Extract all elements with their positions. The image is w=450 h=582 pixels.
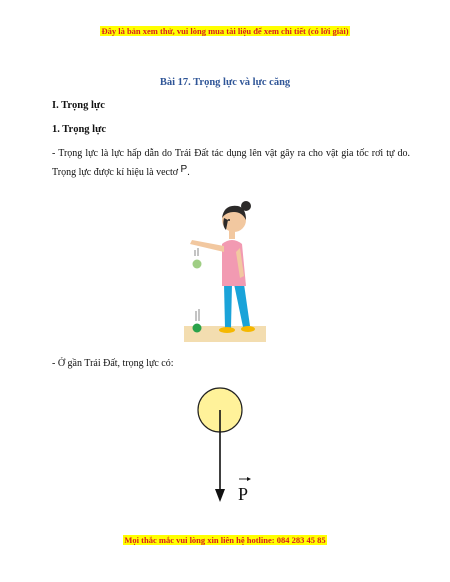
definition-text: - Trọng lực là lực hấp dẫn do Trái Đất tác dụng lên vật gây ra cho vật gia tốc rơi tự do. Trọng lực được kí hiệu là vectơ (52, 148, 410, 178)
definition-period: . (187, 167, 190, 178)
lesson-title: Bài 17. Trọng lực và lực căng (159, 77, 291, 88)
vector-label: P (238, 484, 249, 504)
vector-symbol: P (180, 164, 188, 175)
ball-upper (193, 260, 202, 269)
definition-paragraph (52, 146, 410, 181)
hotline-banner (0, 535, 450, 545)
preview-banner (0, 26, 450, 36)
gravity-vector-diagram (190, 382, 270, 508)
preview-banner-text: Đây là bản xem thử, vui lòng mua tài liệu để xem chi tiết (có lời giải) (101, 26, 349, 36)
gravity-arrowhead (215, 489, 225, 502)
section-heading: I. Trọng lực (52, 100, 105, 111)
subsection-heading: 1. Trọng lực (52, 124, 107, 135)
ball-lower (193, 324, 202, 333)
gravity-near-earth-paragraph: - Ở gần Trái Đất, trọng lực có: (52, 358, 174, 369)
falling-ball-illustration (184, 196, 266, 348)
hotline-text: Mọi thắc mắc vui lòng xin liên hệ hotline: 084 283 45 85 (124, 535, 326, 545)
